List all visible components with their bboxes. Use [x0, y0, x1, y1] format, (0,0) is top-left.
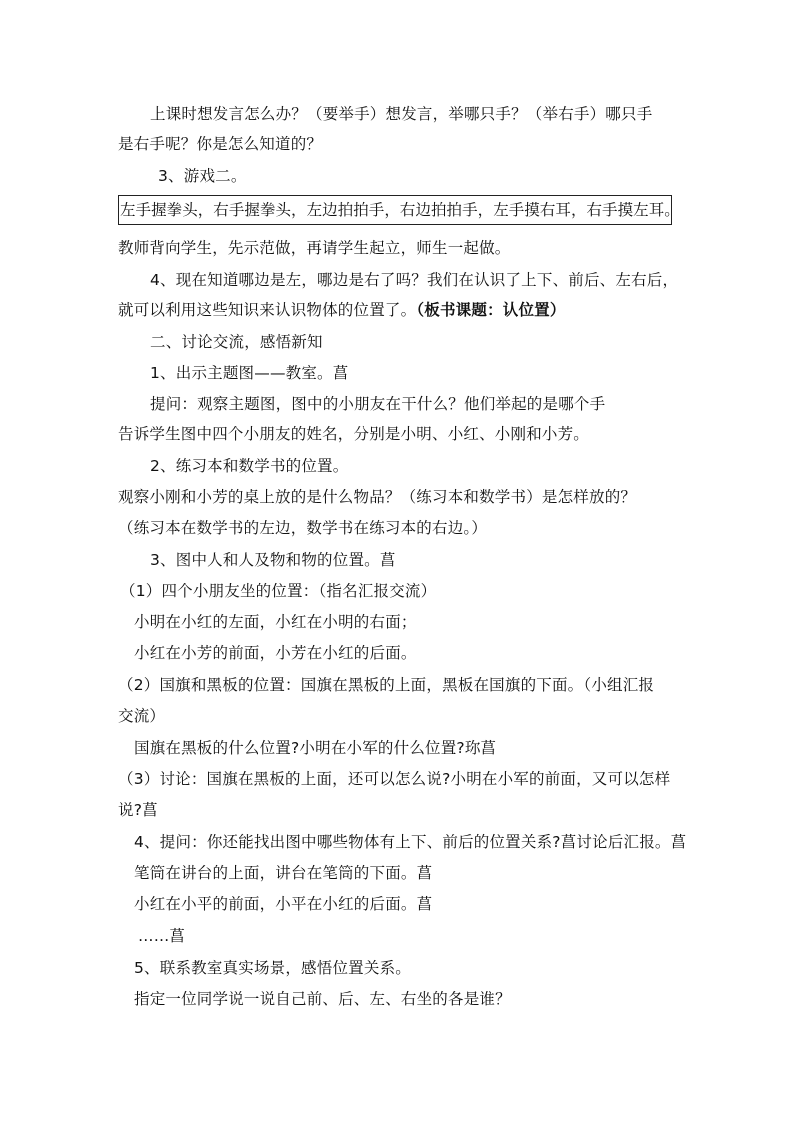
paragraph-text: 就可以利用这些知识来认识物体的位置了。 [118, 301, 417, 319]
paragraph-line [118, 300, 566, 320]
step-heading: 4、提问：你还能找出图中哪些物体有上下、前后的位置关系?菖讨论后汇报。菖 [134, 833, 687, 851]
paragraph-line: 告诉学生图中四个小朋友的姓名，分别是小明、小红、小刚和小芳。 [118, 425, 590, 443]
paragraph-line: 指定一位同学说一说自己前、后、左、右坐的各是谁？ [134, 990, 511, 1008]
step-heading: 3、游戏二。 [158, 167, 247, 185]
paragraph-line: 上课时想发言怎么办？（要举手）想发言，举哪只手？（举右手）哪只手 [150, 105, 653, 123]
paragraph-line: 交流） [118, 707, 166, 725]
step-heading: 1、出示主题图——教室。菖 [150, 364, 349, 382]
step-heading: 3、图中人和人及物和物的位置。菖 [150, 551, 396, 569]
paragraph-line: 4、现在知道哪边是左，哪边是右了吗？我们在认识了上下、前后、左右后， [150, 271, 679, 289]
paragraph-line: 是右手呢？你是怎么知道的？ [118, 135, 323, 153]
paragraph-line: 观察小刚和小芳的桌上放的是什么物品？（练习本和数学书）是怎样放的？ [118, 488, 637, 506]
section-heading: 二、讨论交流，感悟新知 [150, 333, 323, 351]
boxed-instruction: 左手握拳头，右手握拳头，左边拍拍手，右边拍拍手，左手摸右耳，右手摸左耳。 [120, 201, 680, 219]
paragraph-line: 笔筒在讲台的上面，讲台在笔筒的下面。菖 [134, 864, 433, 882]
sub-step: （3）讨论：国旗在黑板的上面，还可以怎么说?小明在小军的前面，又可以怎样 [118, 770, 671, 788]
paragraph-line: 小红在小芳的前面，小芳在小红的后面。 [134, 644, 417, 662]
paragraph-line: 小明在小红的左面，小红在小明的右面； [134, 613, 417, 631]
paragraph-line: ……菖 [138, 927, 186, 945]
paragraph-line: 小红在小平的前面，小平在小红的后面。菖 [134, 895, 433, 913]
sub-step: （2）国旗和黑板的位置：国旗在黑板的上面，黑板在国旗的下面。（小组汇报 [118, 676, 655, 694]
step-heading: 5、联系教室真实场景，感悟位置关系。 [134, 959, 411, 977]
paragraph-line: （练习本在数学书的左边，数学书在练习本的右边。） [118, 519, 488, 537]
paragraph-line: 提问：观察主题图，图中的小朋友在干什么？他们举起的是哪个手 [150, 395, 606, 413]
paragraph-line: 说?菖 [118, 801, 158, 819]
board-title-note: （板书课题：认位置） [416, 301, 566, 319]
step-heading: 2、练习本和数学书的位置。 [150, 457, 349, 475]
paragraph-line: 教师背向学生，先示范做，再请学生起立，师生一起做。 [118, 239, 511, 257]
sub-step: （1）四个小朋友坐的位置：（指名汇报交流） [120, 582, 437, 600]
paragraph-line: 国旗在黑板的什么位置?小明在小军的什么位置?珎菖 [134, 739, 497, 757]
